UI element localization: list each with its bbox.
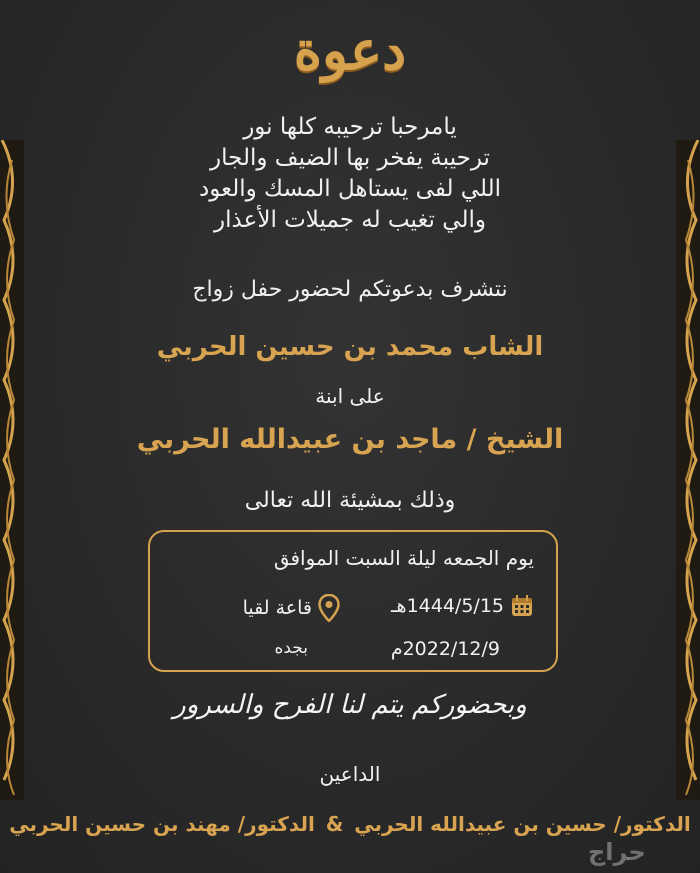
groom-name: الشاب محمد بن حسين الحربي <box>156 332 544 362</box>
connector-text: على ابنة <box>315 384 385 408</box>
inviters-names <box>0 812 700 836</box>
blessing-calligraphy: وبحضوركم يتم لنا الفرح والسرور <box>173 690 527 720</box>
inviter-first: الدكتور/ حسين بن عبيدالله الحربي <box>354 812 691 836</box>
hijri-date <box>391 594 534 618</box>
location-pin-icon <box>318 594 340 622</box>
inviter-second: الدكتور/ مهند بن حسين الحربي <box>9 812 315 836</box>
welcome-poem <box>0 112 700 236</box>
will-text: وذلك بمشيئة الله تعالى <box>244 488 456 513</box>
haraj-watermark: حراج <box>588 838 646 866</box>
invitation-title: دعوة <box>293 18 407 82</box>
event-day: يوم الجمعه ليلة السبت الموافق <box>273 546 534 570</box>
gregorian-date: 2022/12/9م <box>390 638 500 660</box>
calendar-icon <box>510 594 534 618</box>
poem-line: يامرحبا ترحيبه كلها نور <box>243 114 457 140</box>
venue-name: قاعة لقيا <box>242 597 312 619</box>
inviters-label: الداعين <box>319 762 381 786</box>
poem-line: والي تغيب له جميلات الأعذار <box>214 207 486 233</box>
invite-text: نتشرف بدعوتكم لحضور حفل زواج <box>192 277 508 302</box>
ampersand: & <box>325 812 344 836</box>
bride-father-name: الشيخ / ماجد بن عبيدالله الحربي <box>136 424 564 455</box>
event-city: بجده <box>274 638 308 658</box>
venue <box>243 594 340 622</box>
poem-line: اللي لفى يستاهل المسك والعود <box>199 176 501 202</box>
hijri-date-text: 1444/5/15هـ <box>390 595 504 617</box>
event-details-box <box>148 530 558 672</box>
poem-line: ترحيبة يفخر بها الضيف والجار <box>210 145 490 171</box>
